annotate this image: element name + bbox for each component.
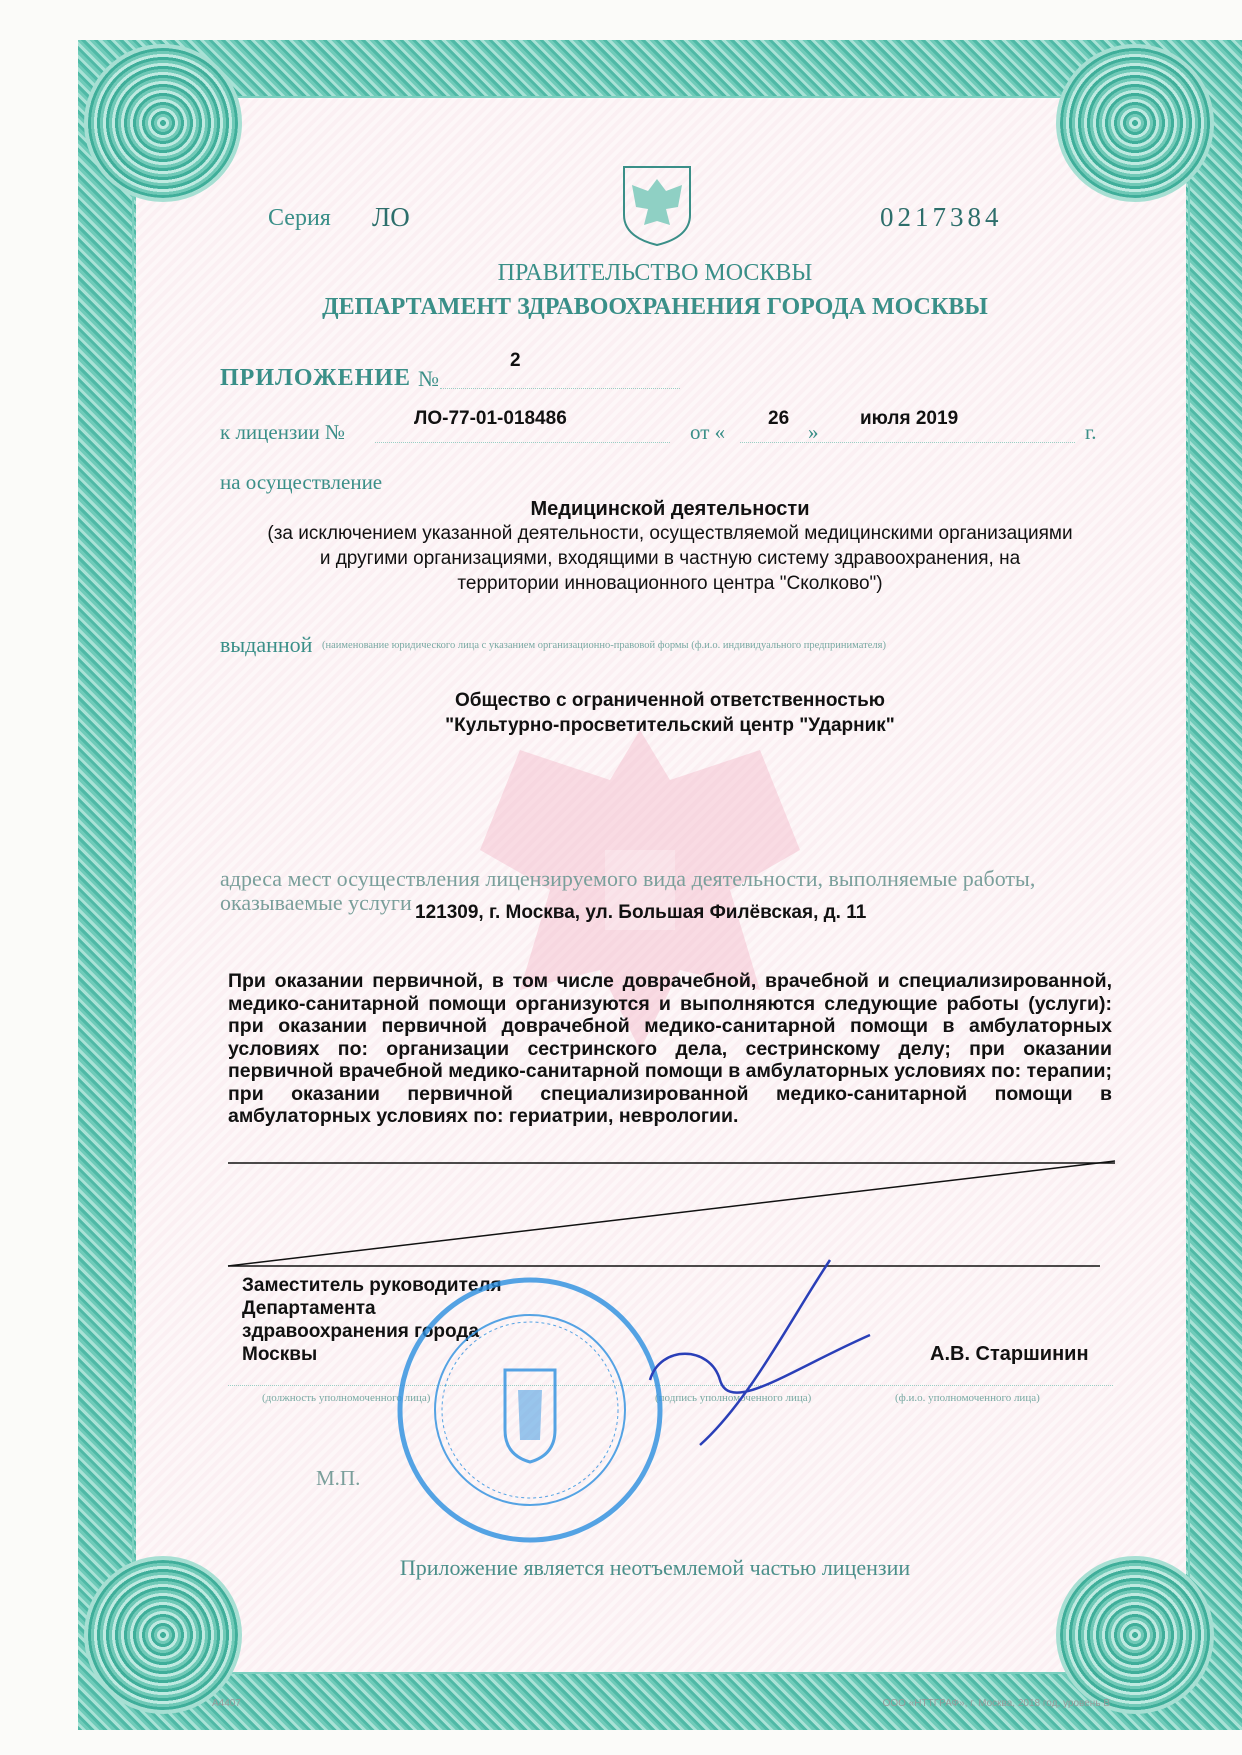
address-label-line2: оказываемые услуги — [220, 890, 412, 915]
signer-position-line: Департамента — [242, 1298, 376, 1319]
signer-position-line: здравоохранения города — [242, 1321, 480, 1342]
license-number: ЛО-77-01-018486 — [414, 408, 567, 429]
organization-line2: "Культурно-просветительский центр "Ударник" — [445, 715, 895, 736]
appendix-number: 2 — [510, 350, 521, 371]
address-label-line1: адреса мест осуществления лицензируемого вида деятельности, выполняемые работы, — [220, 866, 1036, 891]
activity-label: на осуществление — [220, 470, 383, 494]
number-sign: № — [418, 366, 439, 391]
signer-position-line: Заместитель руководителя — [242, 1275, 502, 1296]
form-code: А4407 — [212, 1698, 241, 1709]
caption-name: (ф.и.о. уполномоченного лица) — [895, 1392, 1040, 1404]
caption-position: (должность уполномоченного лица) — [262, 1392, 431, 1404]
issued-hint: (наименование юридического лица с указанием организационно-правовой формы (ф.и.о. индивидуального предпринимателя) — [322, 640, 886, 651]
year-suffix: г. — [1085, 420, 1097, 444]
department-title: ДЕПАРТАМЕНТ ЗДРАВООХРАНЕНИЯ ГОРОДА МОСКВЫ — [322, 294, 988, 320]
footer-note: Приложение является неотъемлемой частью лицензии — [399, 1555, 911, 1580]
authority-title: ПРАВИТЕЛЬСТВО МОСКВЫ — [497, 260, 813, 286]
license-label: к лицензии № — [220, 420, 346, 444]
activity-line: территории инновационного центра "Сколково") — [457, 573, 883, 594]
printer-info: ООО «НТТГРАФ», г. Москва, 2018 год, уровень В — [882, 1698, 1110, 1709]
handwritten-signature — [640, 1250, 880, 1450]
form-number: 0217384 — [880, 202, 1003, 232]
official-stamp — [390, 1270, 670, 1550]
organization-line1: Общество с ограниченной ответственностью — [454, 690, 886, 711]
activity-title: Медицинской деятельности — [530, 498, 810, 520]
activity-line: и другими организациями, входящими в частную систему здравоохранения, на — [319, 548, 1021, 569]
services-text: При оказании первичной, в том числе доврачебной, врачебной и специализированной, медико-санитарной помощи организуются и выполняются следующие работы (услуги): при оказании первичной доврачебной медико-санитарной помощи в амбулаторных условиях по: организации сестринского дела, сестринскому делу; при оказании первичной врачебной медико-санитарной помощи в амбулаторных условиях по: терапии; при оказании первичной специализированной медико-санитарной помощи в амбулаторных условиях по: гериатрии, неврологии. — [228, 970, 1112, 1127]
address-value: 121309, г. Москва, ул. Большая Филёвская, д. 11 — [415, 902, 867, 923]
date-from: от « — [690, 420, 726, 444]
series-value: ЛО — [372, 202, 410, 232]
date-day: 26 — [768, 408, 790, 429]
seal-label: М.П. — [316, 1466, 361, 1490]
date-close: » — [808, 420, 819, 444]
appendix-label: ПРИЛОЖЕНИЕ — [220, 365, 412, 391]
date-month-year: июля 2019 — [860, 408, 959, 429]
signer-position-line: Москвы — [242, 1344, 318, 1365]
signer-name: А.В. Старшинин — [930, 1343, 1089, 1365]
issued-label: выданной — [220, 632, 313, 657]
caption-signature: (подпись уполномоченного лица) — [655, 1392, 812, 1404]
series-label: Серия — [268, 205, 331, 231]
activity-line: (за исключением указанной деятельности, осуществляемой медицинскими организациями — [267, 523, 1073, 544]
